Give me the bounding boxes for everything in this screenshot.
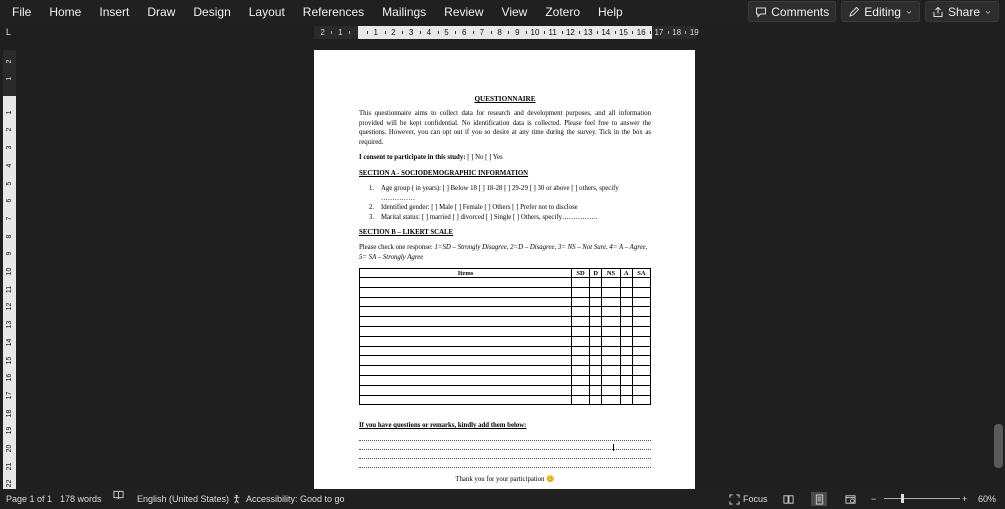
table-row	[360, 278, 651, 288]
web-layout-icon	[845, 494, 856, 505]
table-cell[interactable]	[602, 287, 620, 297]
ruler-number: 19	[689, 28, 699, 37]
table-header-row	[360, 269, 651, 278]
list-item	[359, 203, 651, 213]
menu-zotero[interactable]: Zotero	[545, 5, 581, 19]
table-cell[interactable]	[360, 336, 572, 346]
table-cell[interactable]	[602, 297, 620, 307]
demographic-list	[359, 184, 651, 222]
share-label: Share	[947, 4, 980, 19]
table-cell[interactable]	[590, 278, 602, 288]
table-cell[interactable]	[572, 307, 590, 317]
table-cell[interactable]	[572, 326, 590, 336]
table-row	[360, 346, 651, 356]
pencil-icon	[848, 6, 860, 18]
menu-references[interactable]: References	[302, 5, 365, 19]
page-count[interactable]: Page 1 of 1	[6, 494, 53, 504]
editing-mode-button[interactable]	[841, 1, 920, 22]
table-row	[360, 356, 651, 366]
table-row	[360, 395, 651, 405]
comment-icon	[755, 6, 767, 18]
table-body	[360, 278, 651, 405]
table-cell[interactable]	[590, 395, 602, 405]
focus-mode-button[interactable]	[729, 489, 768, 509]
table-cell[interactable]	[632, 356, 650, 366]
ruler-number: 9	[515, 28, 520, 37]
ruler-tick	[685, 31, 686, 34]
ruler-tick	[632, 31, 633, 34]
ruler-tick	[544, 31, 545, 34]
table-cell[interactable]	[590, 356, 602, 366]
table-cell[interactable]	[590, 366, 602, 376]
ruler-number: 2	[6, 59, 13, 64]
header-sa: SA	[632, 269, 650, 278]
ruler-number: 11	[6, 285, 13, 293]
ruler-tick	[420, 31, 421, 34]
table-cell[interactable]	[632, 366, 650, 376]
table-cell[interactable]	[360, 395, 572, 405]
list-text: Age group ( in years): [ ] Below 18 [ ] 18-28 [ ] 29-29 [ ] 30 or above [ ] others, specify ……………	[381, 185, 619, 202]
consent-label: I consent to participate in this study:	[359, 154, 466, 161]
comments-label: Comments	[771, 4, 830, 19]
table-cell[interactable]	[590, 336, 602, 346]
table-row	[360, 375, 651, 385]
section-b-heading: SECTION B – LIKERT SCALE	[359, 229, 454, 236]
book-icon	[113, 489, 124, 500]
accessibility-status[interactable]	[232, 489, 345, 509]
ruler-number: 13	[583, 28, 593, 37]
accessibility-label: Accessibility: Good to go	[246, 494, 345, 504]
ruler-number: 8	[497, 28, 502, 37]
ruler-number: 3	[6, 145, 13, 150]
ruler-number: 8	[6, 234, 13, 239]
print-layout-button[interactable]	[811, 492, 827, 506]
ruler-number: 7	[6, 216, 13, 221]
answer-line[interactable]	[359, 458, 651, 459]
ruler-number: 15	[619, 28, 628, 37]
table-cell[interactable]	[620, 297, 632, 307]
menu-design[interactable]: Design	[193, 5, 231, 19]
table-cell[interactable]	[360, 278, 572, 288]
vertical-scrollbar[interactable]	[992, 41, 1005, 489]
table-cell[interactable]	[632, 278, 650, 288]
ruler-number: 2	[391, 28, 396, 37]
ruler-tick	[597, 31, 598, 34]
table-cell[interactable]	[632, 336, 650, 346]
ruler-number: 1	[338, 28, 343, 37]
ruler-number: 5	[6, 181, 13, 185]
ruler-number: 9	[6, 251, 13, 256]
table-cell[interactable]	[632, 297, 650, 307]
zoom-slider[interactable]	[884, 498, 960, 499]
list-text: Marital status: [ ] married [ ] divorced [ ] Single [ ] Others, specify…………….	[381, 213, 598, 221]
editing-label: Editing	[864, 4, 901, 19]
table-cell[interactable]	[572, 297, 590, 307]
list-text: Identified gender: [ ] Male [ ] Female [ ] Others [ ] Prefer not to disclose	[381, 204, 578, 211]
ruler-number: 19	[6, 426, 13, 435]
ruler-number: 22	[6, 480, 13, 488]
header-sd: SD	[572, 269, 590, 278]
table-cell[interactable]	[590, 287, 602, 297]
focus-label: Focus	[743, 494, 768, 504]
table-cell[interactable]	[632, 287, 650, 297]
table-cell[interactable]	[360, 375, 572, 385]
table-cell[interactable]	[590, 375, 602, 385]
menu-mailings[interactable]: Mailings	[382, 5, 427, 19]
list-item	[359, 184, 651, 203]
ruler-number: 1	[6, 76, 13, 81]
ruler-number: 10	[530, 28, 540, 37]
table-cell[interactable]	[572, 278, 590, 288]
ruler-number: 2	[6, 127, 13, 132]
table-cell[interactable]	[620, 395, 632, 405]
table-cell[interactable]	[590, 326, 602, 336]
table-cell[interactable]	[632, 385, 650, 395]
thanks-text: Thank you for your participation	[455, 476, 545, 483]
ribbon-menu-bar	[0, 0, 1005, 24]
ruler-number: 1	[6, 110, 13, 115]
ruler-tick	[349, 31, 350, 34]
ruler-tick	[385, 31, 386, 34]
ruler-tick	[668, 31, 669, 34]
ruler-tick	[402, 31, 403, 34]
instruction-scale: 1=SD – Strongly Disagree, 2=D – Disagree, 3= NS – Not Sure, 4= A – Agree, 5= SA – Strongly Agree	[359, 244, 648, 261]
table-row	[360, 326, 651, 336]
table-cell[interactable]	[620, 326, 632, 336]
table-cell[interactable]	[360, 287, 572, 297]
list-number: 3.	[369, 213, 375, 221]
zoom-slider-thumb[interactable]	[901, 494, 904, 503]
share-icon	[932, 6, 944, 18]
table-cell[interactable]	[572, 346, 590, 356]
table-cell[interactable]	[572, 385, 590, 395]
intro-paragraph: This questionnaire aims to collect data for research and development purposes, and all information provided will be kept confidential. No identification data is collected. Please feel free to answer the questions. However, you can opt out if you so desire at any time during the survey. Tick in the box as required.	[359, 110, 651, 146]
table-cell[interactable]	[620, 366, 632, 376]
menu-file[interactable]: File	[12, 5, 32, 19]
table-cell[interactable]	[632, 395, 650, 405]
ruler-number: 3	[408, 28, 414, 37]
ruler-number: 16	[6, 373, 13, 382]
ruler-number: 12	[565, 28, 575, 37]
table-cell[interactable]	[572, 366, 590, 376]
table-cell[interactable]	[572, 336, 590, 346]
table-cell[interactable]	[632, 307, 650, 317]
remarks-heading: If you have questions or remarks, kindly add them below:	[359, 422, 527, 429]
ruler-number: 12	[6, 303, 13, 311]
table-cell[interactable]	[590, 346, 602, 356]
table-cell[interactable]	[632, 317, 650, 327]
answer-line[interactable]	[359, 440, 651, 441]
menu-draw[interactable]: Draw	[147, 5, 176, 19]
thanks-line	[359, 475, 651, 485]
table-cell[interactable]	[602, 385, 620, 395]
zoom-out-button[interactable]: −	[871, 494, 877, 504]
table-cell[interactable]	[360, 356, 572, 366]
table-cell[interactable]	[620, 375, 632, 385]
ruler-number: 13	[6, 320, 13, 329]
table-cell[interactable]	[590, 385, 602, 395]
table-cell[interactable]	[620, 356, 632, 366]
ruler-number: 5	[444, 28, 449, 37]
share-button[interactable]	[925, 1, 999, 22]
table-cell[interactable]	[602, 375, 620, 385]
table-cell[interactable]	[602, 366, 620, 376]
instruction-lead: Please check one response:	[359, 244, 433, 251]
read-mode-icon	[783, 494, 794, 505]
vertical-ruler[interactable]	[3, 50, 16, 490]
zoom-in-button[interactable]: +	[962, 494, 968, 504]
table-cell[interactable]	[602, 346, 620, 356]
likert-table	[359, 268, 651, 405]
ruler-number: 18	[672, 28, 682, 37]
chevron-down-icon	[905, 6, 913, 18]
web-layout-button[interactable]	[842, 492, 858, 506]
table-cell[interactable]	[572, 375, 590, 385]
header-items: Items	[360, 269, 572, 278]
table-cell[interactable]	[360, 385, 572, 395]
ribbon-right-tools	[748, 1, 999, 22]
ruler-number: 4	[426, 28, 432, 37]
table-cell[interactable]	[572, 356, 590, 366]
ruler-number: 1	[373, 28, 378, 37]
accessibility-icon	[232, 494, 243, 505]
ruler-row	[0, 24, 1005, 41]
ruler-number: 18	[6, 409, 13, 417]
ruler-tick	[438, 31, 439, 34]
table-cell[interactable]	[590, 307, 602, 317]
table-cell[interactable]	[590, 297, 602, 307]
ruler-number: 4	[6, 163, 13, 168]
table-cell[interactable]	[360, 326, 572, 336]
table-row	[360, 336, 651, 346]
ruler-tick	[526, 31, 527, 34]
table-cell[interactable]	[360, 297, 572, 307]
section-a-heading: SECTION A - SOCIODEMOGRAPHIC INFORMATION	[359, 170, 529, 177]
table-cell[interactable]	[360, 366, 572, 376]
table-cell[interactable]	[632, 375, 650, 385]
menu-layout[interactable]: Layout	[248, 5, 285, 19]
ruler-number: 21	[6, 462, 13, 471]
ruler-tick	[650, 31, 651, 34]
ruler-tick	[579, 31, 580, 34]
table-cell[interactable]	[620, 385, 632, 395]
proofing-button[interactable]	[113, 489, 124, 500]
document-title: QUESTIONNAIRE	[474, 95, 536, 103]
consent-line	[359, 153, 651, 163]
language-status[interactable]: English (United States)	[137, 494, 230, 504]
table-row	[360, 287, 651, 297]
table-cell[interactable]	[602, 356, 620, 366]
ruler-tick	[615, 31, 616, 34]
print-layout-icon	[814, 494, 825, 505]
table-cell[interactable]	[620, 317, 632, 327]
ruler-tick	[473, 31, 474, 34]
table-cell[interactable]	[360, 317, 572, 327]
table-cell[interactable]	[572, 317, 590, 327]
smiley-icon: 😊	[546, 476, 555, 483]
status-bar	[0, 489, 1005, 509]
menu-insert[interactable]: Insert	[99, 5, 130, 19]
table-row	[360, 366, 651, 376]
horizontal-ruler[interactable]	[314, 26, 699, 39]
ruler-tick	[508, 31, 509, 34]
table-cell[interactable]	[572, 287, 590, 297]
table-cell[interactable]	[620, 287, 632, 297]
ruler-number: 15	[6, 356, 13, 364]
ruler-number: 14	[601, 28, 611, 37]
table-row	[360, 385, 651, 395]
zoom-level[interactable]: 60%	[978, 494, 997, 504]
ruler-number: 2	[320, 28, 325, 37]
ruler-tick	[455, 31, 456, 34]
table-cell[interactable]	[572, 395, 590, 405]
table-row	[360, 317, 651, 327]
answer-line[interactable]	[359, 467, 651, 468]
table-row	[360, 297, 651, 307]
ruler-number: 6	[6, 198, 13, 203]
read-mode-button[interactable]	[780, 492, 796, 506]
ruler-number: 16	[636, 28, 646, 37]
answer-line[interactable]	[359, 449, 651, 450]
scroll-thumb[interactable]	[994, 424, 1003, 468]
table-cell[interactable]	[360, 307, 572, 317]
table-cell[interactable]	[602, 395, 620, 405]
ruler-tick	[367, 31, 368, 34]
menu-view[interactable]: View	[501, 5, 528, 19]
ruler-number: 14	[6, 338, 13, 347]
consent-options: [ ] No [ ] Yes	[467, 154, 503, 161]
table-cell[interactable]	[632, 346, 650, 356]
ruler-number: 7	[479, 28, 485, 37]
ruler-number: 6	[461, 28, 467, 37]
ruler-number: 11	[548, 28, 557, 37]
table-cell[interactable]	[602, 307, 620, 317]
ruler-tick	[562, 31, 563, 34]
table-cell[interactable]	[360, 346, 572, 356]
comments-button[interactable]	[748, 1, 836, 22]
ruler-number: 10	[6, 267, 13, 276]
menu-home[interactable]: Home	[49, 5, 82, 19]
ruler-number: 20	[6, 444, 13, 453]
ruler-tick	[331, 31, 332, 34]
list-number: 2.	[369, 204, 375, 211]
chevron-down-icon	[984, 6, 992, 18]
table-cell[interactable]	[632, 326, 650, 336]
table-cell[interactable]	[602, 336, 620, 346]
ruler-number: 17	[6, 391, 13, 400]
header-a: A	[620, 269, 632, 278]
header-d: D	[590, 269, 602, 278]
table-cell[interactable]	[620, 346, 632, 356]
table-cell[interactable]	[602, 326, 620, 336]
table-cell[interactable]	[590, 317, 602, 327]
ruler-number: 17	[654, 28, 664, 37]
menu-review[interactable]: Review	[444, 5, 484, 19]
focus-icon	[729, 494, 740, 505]
list-number: 1.	[369, 185, 375, 192]
tab-selector[interactable]: L	[5, 27, 11, 37]
menu-help[interactable]: Help	[598, 5, 623, 19]
table-cell[interactable]	[620, 278, 632, 288]
table-cell[interactable]	[620, 336, 632, 346]
table-cell[interactable]	[620, 307, 632, 317]
word-count[interactable]: 178 words	[60, 494, 102, 504]
document-page[interactable]	[314, 50, 695, 490]
table-cell[interactable]	[602, 317, 620, 327]
table-cell[interactable]	[602, 278, 620, 288]
table-row	[360, 307, 651, 317]
list-item	[359, 213, 651, 223]
likert-instructions	[359, 243, 651, 262]
text-cursor	[613, 444, 614, 451]
header-ns: NS	[602, 269, 620, 278]
ruler-tick	[491, 31, 492, 34]
